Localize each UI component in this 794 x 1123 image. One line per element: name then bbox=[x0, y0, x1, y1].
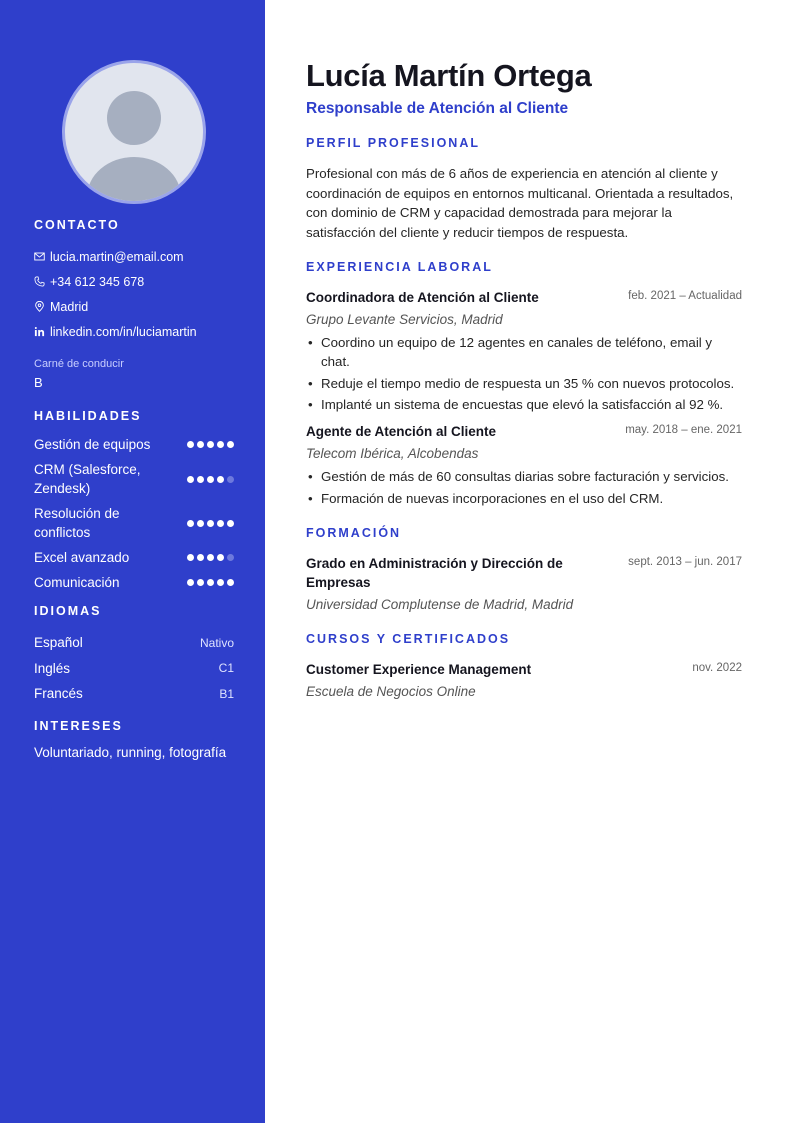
skill-rating bbox=[187, 520, 234, 527]
bullet-item: • Formación de nuevas incorporaciones en el uso del CRM. bbox=[306, 489, 742, 508]
avatar-body-shape bbox=[87, 157, 181, 204]
skill-name: Comunicación bbox=[34, 575, 120, 590]
entry-organization: Escuela de Negocios Online bbox=[306, 683, 476, 699]
rating-dot-filled bbox=[187, 554, 194, 561]
sidebar bbox=[0, 0, 265, 1123]
location-pin-icon bbox=[34, 301, 45, 312]
language-level: Nativo bbox=[199, 635, 234, 650]
language-name: Inglés bbox=[34, 660, 71, 676]
profile-heading: PERFIL PROFESIONAL bbox=[306, 136, 480, 150]
bullet-item: • Gestión de más de 60 consultas diarias sobre facturación y servicios. bbox=[306, 467, 742, 486]
skills-heading: HABILIDADES bbox=[34, 409, 142, 423]
skills-list bbox=[34, 435, 234, 592]
candidate-name: Lucía Martín Ortega bbox=[306, 58, 592, 93]
rating-dot-empty bbox=[227, 554, 234, 561]
rating-dot-filled bbox=[207, 476, 214, 483]
rating-dot-filled bbox=[187, 476, 194, 483]
language-name: Español bbox=[34, 635, 83, 651]
rating-dot-filled bbox=[217, 520, 224, 527]
rating-dot-filled bbox=[227, 441, 234, 448]
entry-bullets bbox=[306, 467, 742, 508]
course-entry bbox=[306, 660, 742, 701]
skill-item bbox=[34, 460, 234, 498]
bullet-item: • Reduje el tiempo medio de respuesta un 35 % con nuevos protocolos. bbox=[306, 374, 742, 393]
rating-dot-filled bbox=[227, 520, 234, 527]
contact-phone-text: +34 612 345 678 bbox=[50, 274, 145, 289]
entry-title: Grado en Administración y Dirección de Empresas bbox=[306, 555, 563, 590]
rating-dot-filled bbox=[217, 441, 224, 448]
rating-dot-filled bbox=[217, 579, 224, 586]
contact-heading: CONTACTO bbox=[34, 218, 120, 232]
entry-date: sept. 2013 – jun. 2017 bbox=[628, 555, 742, 568]
contact-location-text: Madrid bbox=[50, 299, 89, 314]
rating-dot-filled bbox=[207, 441, 214, 448]
courses-heading: CURSOS Y CERTIFICADOS bbox=[306, 631, 511, 646]
skill-rating bbox=[187, 476, 234, 483]
skill-rating bbox=[187, 554, 234, 561]
interests-heading: INTERESES bbox=[34, 718, 123, 733]
entry-date: feb. 2021 – Actualidad bbox=[628, 290, 742, 302]
rating-dot-filled bbox=[197, 520, 204, 527]
rating-dot-filled bbox=[217, 554, 224, 561]
entry-bullets bbox=[306, 333, 742, 414]
entry-date: may. 2018 – ene. 2021 bbox=[625, 424, 742, 436]
entry-title: Customer Experience Management bbox=[306, 661, 532, 677]
interests-text: Voluntariado, running, fotografía bbox=[34, 744, 227, 760]
skill-rating bbox=[187, 441, 234, 448]
rating-dot-filled bbox=[197, 441, 204, 448]
skill-name: CRM (Salesforce, Zendesk) bbox=[34, 462, 141, 496]
entry-date: nov. 2022 bbox=[692, 661, 742, 674]
language-level: C1 bbox=[218, 661, 234, 676]
rating-dot-filled bbox=[207, 520, 214, 527]
experience-entry bbox=[306, 288, 742, 414]
contact-location bbox=[34, 294, 234, 319]
rating-dot-filled bbox=[207, 554, 214, 561]
rating-dot-filled bbox=[197, 476, 204, 483]
rating-dot-filled bbox=[227, 579, 234, 586]
bullet-item: • Coordino un equipo de 12 agentes en canales de teléfono, email y chat. bbox=[306, 333, 742, 371]
rating-dot-filled bbox=[187, 579, 194, 586]
main-content bbox=[306, 58, 742, 709]
experience-entry bbox=[306, 422, 742, 508]
rating-dot-filled bbox=[197, 554, 204, 561]
entry-title: Agente de Atención al Cliente bbox=[306, 424, 497, 439]
contact-email[interactable] bbox=[34, 244, 234, 269]
profile-text: Profesional con más de 6 años de experiencia en atención al cliente y coordinación de equipos en entornos multicanal. Orientada a resultados, con dominio de CRM y capacidad demostrada para mejorar la satisfacción del cliente y reducir tiempos de respuesta. bbox=[306, 166, 734, 240]
rating-dot-filled bbox=[187, 441, 194, 448]
entry-organization: Telecom Ibérica, Alcobendas bbox=[306, 446, 479, 461]
sidebar-content bbox=[34, 218, 234, 760]
skill-rating bbox=[187, 579, 234, 586]
language-item bbox=[34, 656, 234, 682]
rating-dot-filled bbox=[187, 520, 194, 527]
skill-name: Gestión de equipos bbox=[34, 437, 151, 452]
entry-title: Coordinadora de Atención al Cliente bbox=[306, 290, 539, 305]
rating-dot-filled bbox=[207, 579, 214, 586]
contact-linkedin-text: linkedin.com/in/luciamartin bbox=[50, 324, 197, 339]
language-item bbox=[34, 630, 234, 656]
skill-item bbox=[34, 504, 234, 542]
job-title: Responsable de Atención al Cliente bbox=[306, 100, 569, 117]
contact-linkedin[interactable] bbox=[34, 319, 234, 344]
entry-organization: Universidad Complutense de Madrid, Madrid bbox=[306, 596, 574, 612]
education-entry bbox=[306, 554, 742, 614]
experience-heading: EXPERIENCIA LABORAL bbox=[306, 260, 493, 274]
entry-organization: Grupo Levante Servicios, Madrid bbox=[306, 312, 503, 327]
rating-dot-filled bbox=[217, 476, 224, 483]
skill-item bbox=[34, 573, 234, 592]
language-name: Francés bbox=[34, 686, 83, 702]
driver-license-value: B bbox=[34, 375, 43, 390]
avatar-head-shape bbox=[107, 91, 161, 145]
language-item bbox=[34, 681, 234, 707]
phone-icon bbox=[34, 276, 45, 287]
skill-item bbox=[34, 548, 234, 567]
bullet-item: • Implanté un sistema de encuestas que elevó la satisfacción al 92 %. bbox=[306, 395, 742, 414]
linkedin-icon bbox=[34, 326, 45, 337]
skill-name: Excel avanzado bbox=[34, 550, 130, 565]
contact-email-text: lucia.martin@email.com bbox=[50, 249, 184, 264]
contact-phone[interactable] bbox=[34, 269, 234, 294]
language-level: B1 bbox=[219, 686, 234, 701]
education-heading: FORMACIÓN bbox=[306, 525, 402, 540]
skill-item bbox=[34, 435, 234, 454]
mail-icon bbox=[34, 251, 45, 262]
skill-name: Resolución de conflictos bbox=[34, 506, 120, 540]
rating-dot-empty bbox=[227, 476, 234, 483]
rating-dot-filled bbox=[197, 579, 204, 586]
driver-license-label: Carné de conducir bbox=[34, 358, 124, 370]
languages-heading: IDIOMAS bbox=[34, 604, 102, 618]
avatar bbox=[62, 60, 206, 204]
